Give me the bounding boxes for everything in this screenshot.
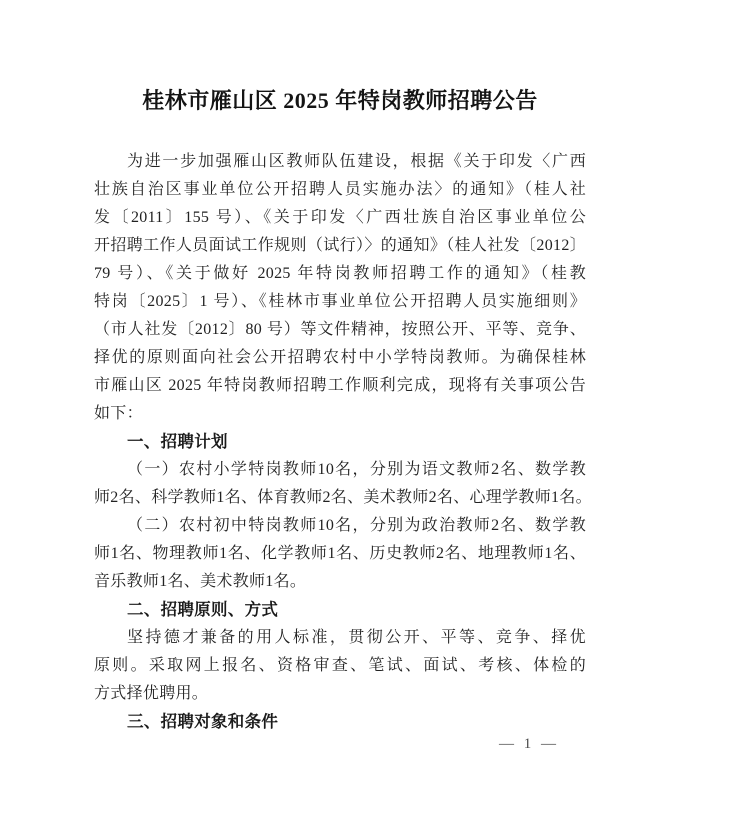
- text-line: 择优的原则面向社会公开招聘农村中小学特岗教师。为确保桂林: [94, 349, 586, 366]
- document-body: [94, 148, 592, 736]
- text-line: 开招聘工作人员面试工作规则（试行）〉的通知》（桂人社发〔2012〕: [94, 237, 586, 254]
- text-line: （二）农村初中特岗教师10名，分别为政治教师2名、数学教: [127, 517, 586, 534]
- text-line: （一）农村小学特岗教师10名，分别为语文教师2名、数学教: [127, 461, 586, 478]
- text-line: 特岗〔2025〕1 号）、《桂林市事业单位公开招聘人员实施细则》: [94, 293, 586, 310]
- document-title: 桂林市雁山区 2025 年特岗教师招聘公告: [142, 88, 538, 113]
- section-heading: 二、招聘原则、方式: [127, 600, 279, 619]
- page-number: — 1 —: [499, 736, 559, 752]
- text-line: 师1名、物理教师1名、化学教师1名、历史教师2名、地理教师1名、: [94, 545, 586, 562]
- text-line: 79 号）、《关于做好 2025 年特岗教师招聘工作的通知》（桂教: [94, 265, 586, 282]
- text-line: 壮族自治区事业单位公开招聘人员实施办法〉的通知》（桂人社: [94, 181, 586, 198]
- text-line: 坚持德才兼备的用人标准，贯彻公开、平等、竞争、择优: [127, 629, 586, 646]
- text-line: 市雁山区 2025 年特岗教师招聘工作顺利完成，现将有关事项公告: [94, 377, 586, 394]
- text-line: 方式择优聘用。: [94, 685, 209, 702]
- section-heading: 三、招聘对象和条件: [127, 712, 279, 731]
- text-line: 如下：: [94, 405, 143, 422]
- text-line: 原则。采取网上报名、资格审查、笔试、面试、考核、体检的: [94, 657, 586, 674]
- text-line: 为进一步加强雁山区教师队伍建设，根据《关于印发〈广西: [127, 153, 586, 170]
- text-line: （市人社发〔2012〕80 号）等文件精神，按照公开、平等、竞争、: [94, 321, 586, 338]
- text-line: 音乐教师1名、美术教师1名。: [94, 573, 307, 590]
- text-line: 师2名、科学教师1名、体育教师2名、美术教师2名、心理学教师1名。: [94, 489, 592, 506]
- text-line: 发〔2011〕155 号）、《关于印发〈广西壮族自治区事业单位公: [94, 209, 586, 226]
- section-heading: 一、招聘计划: [127, 432, 228, 451]
